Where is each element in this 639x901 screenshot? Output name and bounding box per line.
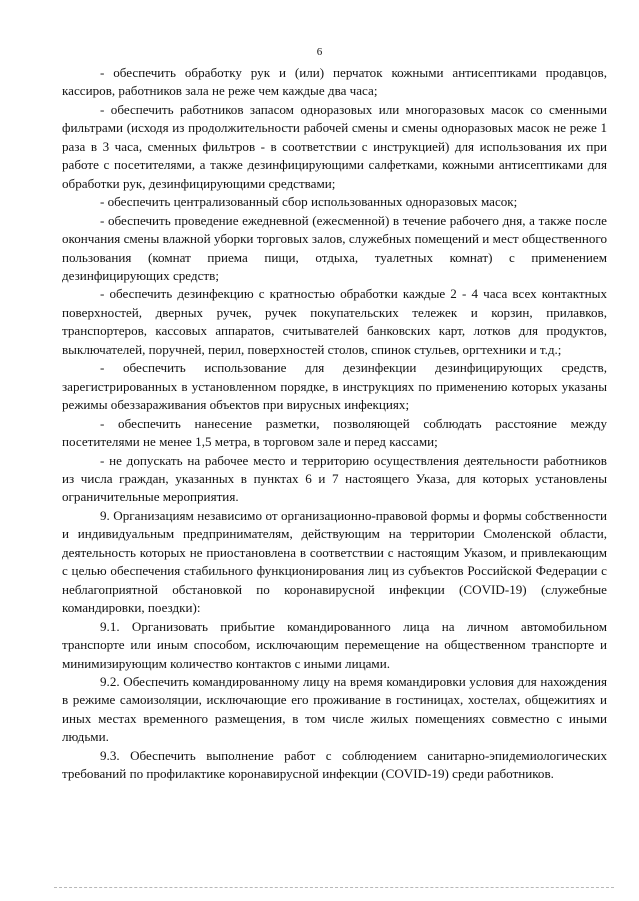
document-body <box>62 64 607 784</box>
paragraph-distance-marking: - обеспечить нанесение разметки, позволяющей соблюдать расстояние между посетителями не менее 1,5 метра, в торговом зале и перед кассами; <box>62 415 607 450</box>
paragraph-mask-collection: - обеспечить централизованный сбор использованных одноразовых масок; <box>100 194 518 210</box>
paragraph-masks-supply: - обеспечить работников запасом одноразовых или многоразовых масок со сменными фильтрами (исходя из продолжительности рабочей смены и смены одноразовых масок не реже 1 раза в 3 часа, сменных фильтров - в соответствии с инструкцией) для использования их при работе с посетителями, а также дезинфицирующими салфетками, кожными антисептиками для обработки рук, дезинфицирующими средствами; <box>62 101 607 191</box>
paragraph-section-9-3: 9.3. Обеспечить выполнение работ с соблюдением санитарно-эпидемиологических требований по профилактике коронавирусной инфекции (COVID-19) среди работников. <box>62 747 607 782</box>
paragraph-section-9: 9. Организациям независимо от организационно-правовой формы и формы собственности и индивидуальным предпринимателям, действующим на территории Смоленской области, деятельность которых не приостановлена в соответствии с настоящим Указом, и привлекающим с целью обеспечения стабильного функционирования лиц из субъектов Российской Федерации с неблагоприятной обстановкой по коронавирусной инфекции (COVID-19) (служебные командировки, поездки): <box>62 507 607 616</box>
paragraph-section-9-1: 9.1. Организовать прибытие командированного лица на личном автомобильном транспорте или иным способом, исключающим перемещение на общественном транспорте и минимизирующим количество контактов с иными лицами. <box>62 618 607 671</box>
bottom-edge-line <box>54 887 614 888</box>
paragraph-registered-disinfectants: - обеспечить использование для дезинфекции дезинфицирующих средств, зарегистрированных в установленном порядке, в инструкциях по применению которых указаны режимы обеззараживания объектов при вирусных инфекциях; <box>62 360 607 413</box>
paragraph-worker-admission: - не допускать на рабочее место и территорию осуществления деятельности работников из числа граждан, указанных в пунктах 6 и 7 настоящего Указа, для которых установлены ограничительные мероприятия. <box>62 452 607 505</box>
paragraph-section-9-2: 9.2. Обеспечить командированному лицу на время командировки условия для нахождения в режиме самоизоляции, исключающие его проживание в гостиницах, хостелах, общежитиях и иных местах временного размещения, в том числе жилых помещениях совместно с иными людьми. <box>62 673 607 745</box>
page-number: 6 <box>316 46 323 58</box>
paragraph-wet-cleaning: - обеспечить проведение ежедневной (ежесменной) в течение рабочего дня, а также после окончания смены влажной уборки торговых залов, служебных помещений и мест общественного пользования (комнат приема пищи, отдыха, туалетных комнат) с применением дезинфицирующих средств; <box>62 212 607 283</box>
paragraph-disinfection-frequency: - обеспечить дезинфекцию с кратностью обработки каждые 2 - 4 часа всех контактных поверхностей, дверных ручек, ручек покупательских тележек и корзин, прилавков, транспортеров, кассовых аппаратов, считывателей банковских карт, лотков для продуктов, выключателей, поручней, перил, поверхностей столов, спинок стульев, оргтехники и т.д.; <box>62 286 607 357</box>
paragraph-hand-treatment: - обеспечить обработку рук и (или) перчаток кожными антисептиками продавцов, кассиров, работников зала не реже чем каждые два часа; <box>62 65 607 99</box>
